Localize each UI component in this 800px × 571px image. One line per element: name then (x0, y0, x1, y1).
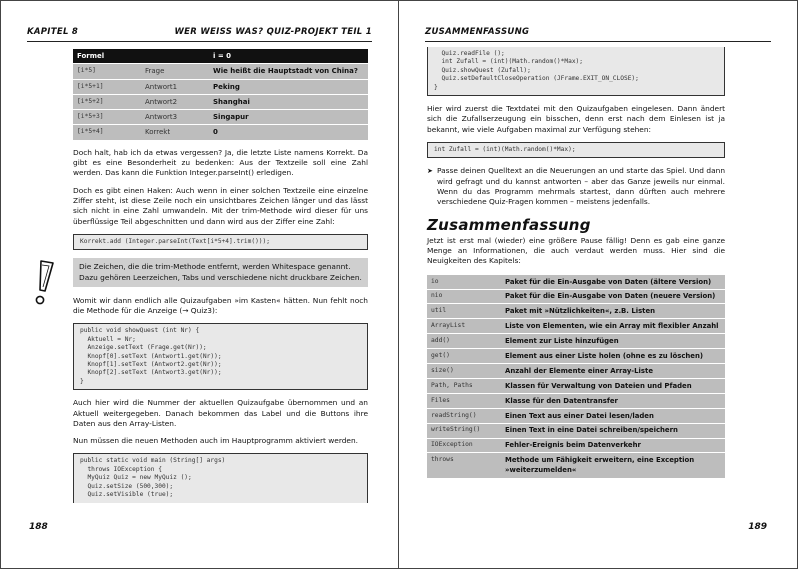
table-row (427, 349, 725, 364)
term-cell: util (427, 304, 501, 319)
exclamation-icon (31, 259, 57, 307)
note-box: Die Zeichen, die die trim-Methode entfernt, werden Whitespace genannt. Dazu gehören Leerzeichen, Tabs und verschiedene nicht druckbare Zeichen. (73, 258, 368, 287)
paragraph: Doch halt, hab ich da etwas vergessen? Ja, die letzte Liste namens Korrekt. Da gibt es eine Besonderheit zu bedenken: Aus der Textzeile soll eine Zahl werden. Das kann die Funktion Integer.parseInt() erledigen. (73, 147, 368, 178)
table-cell: Korrekt (141, 125, 209, 140)
code-block: public void showQuest (int Nr) { Aktuell = Nr; Anzeige.setText (Frage.get(Nr)); Knopf[0].setText (Antwort1.get(Nr)); Knopf[1].setText (Antwort2.get(Nr)); Knopf[2].setText (Antwort3.get(Nr)); } (73, 323, 368, 390)
table-cell: Wie heißt die Hauptstadt von China? (209, 64, 368, 79)
table-row (427, 423, 725, 438)
code-block: Quiz.readFile (); int Zufall = (int)(Math.random()*Max); Quiz.showQuest (Zufall); Quiz.setDefaultCloseOperation (JFrame.EXIT_ON_CLOSE); } (427, 47, 725, 96)
table-row (427, 319, 725, 334)
arrow-icon: ➤ (427, 167, 433, 176)
definition-cell: Liste von Elementen, wie ein Array mit flexibler Anzahl (501, 319, 725, 334)
table-cell: [i*5+1] (73, 79, 141, 94)
table-cell: Antwort3 (141, 110, 209, 125)
term-cell: writeString() (427, 423, 501, 438)
table-cell: [i*5+2] (73, 94, 141, 109)
definition-cell: Element aus einer Liste holen (ohne es zu löschen) (501, 349, 725, 364)
definition-cell: Einen Text aus einer Datei lesen/laden (501, 408, 725, 423)
table-row (73, 79, 368, 94)
table-cell: Antwort1 (141, 79, 209, 94)
definition-cell: Paket mit »Nützlichkeiten«, z.B. Listen (501, 304, 725, 319)
table-row (427, 304, 725, 319)
table-row (427, 393, 725, 408)
table-row (73, 64, 368, 79)
term-cell: readString() (427, 408, 501, 423)
table-row (427, 453, 725, 478)
paragraph: Auch hier wird die Nummer der aktuellen Quizaufgabe übernommen und an Aktuell weitergegeben. Danach bekommen das Label und die Buttons ihre Daten aus den Array-Listen. (73, 398, 368, 428)
section-label: ZUSAMMENFASSUNG (425, 27, 530, 37)
paragraph: Hier wird zuerst die Textdatei mit den Quizaufgaben eingelesen. Dann ändert sich die Zufallserzeugung ein bisschen, denn erst nach dem Einlesen ist ja bekannt, wie viele Aufgaben maximal zur Verfügung stehen: (427, 104, 725, 134)
definition-cell: Paket für die Ein-Ausgabe von Daten (ältere Version) (501, 274, 725, 289)
table-row (427, 378, 725, 393)
definition-cell: Methode um Fähigkeit erweitern, eine Exception »weiterzumelden« (501, 453, 725, 478)
term-cell: size() (427, 364, 501, 379)
bullet-text: Passe deinen Quelltext an die Neuerungen an und starte das Spiel. Und dann wird gefragt und du kannst antworten – aber das Ganze jeweils nur einmal. Wenn du das Programm mehrmals startest, dann dürften auch mehrere verschiedene Quiz-Fragen kommen – meistens jedenfalls. (437, 166, 725, 207)
table-header-cell: i = 0 (209, 49, 368, 64)
left-page (0, 0, 399, 569)
term-cell: throws (427, 453, 501, 478)
definition-cell: Fehler-Ereignis beim Datenverkehr (501, 438, 725, 453)
table-row (73, 110, 368, 125)
term-cell: io (427, 274, 501, 289)
right-page (399, 0, 798, 569)
table-cell: [i*5+3] (73, 110, 141, 125)
paragraph: Jetzt ist erst mal (wieder) eine größere Pause fällig! Denn es gab eine ganze Menge an Informationen, die auch verdaut werden muss. Hier sind die Neuigkeiten des Kapitels: (427, 235, 725, 266)
term-cell: Files (427, 393, 501, 408)
table-cell: [i*5] (73, 64, 141, 79)
left-page-content (73, 49, 368, 503)
paragraph: Doch es gibt einen Haken: Auch wenn in einer solchen Textzeile eine einzelne Ziffer steht, ist diese Zeile noch ein unsichtbares Zeichen länger und das lässt sich nicht in eine Zahl umwandeln. Mit der trim-Methode wird dieser für uns überflüssige Teil abgeschnitten und dann wird aus der Ziffer eine Zahl: (73, 185, 368, 226)
definition-cell: Anzahl der Elemente einer Array-Liste (501, 364, 725, 379)
term-cell: add() (427, 334, 501, 349)
definition-cell: Klassen für Verwaltung von Dateien und Pfaden (501, 378, 725, 393)
section-heading: Zusammenfassung (427, 215, 591, 234)
paragraph: Womit wir dann endlich alle Quizaufgaben »im Kasten« hätten. Nun fehlt noch die Methode für die Anzeige (→ Quiz3): (73, 295, 368, 316)
table-row (427, 438, 725, 453)
left-running-header (27, 27, 372, 42)
quiz-index-table (73, 49, 368, 140)
table-row (427, 408, 725, 423)
table-cell: Frage (141, 64, 209, 79)
term-cell: Path, Paths (427, 378, 501, 393)
definition-cell: Element zur Liste hinzufügen (501, 334, 725, 349)
page-number: 189 (748, 522, 767, 532)
definition-cell: Einen Text in eine Datei schreiben/speichern (501, 423, 725, 438)
code-block: public static void main (String[] args) throws IOException { MyQuiz Quiz = new MyQuiz (); Quiz.setSize (500,300); Quiz.setVisible (true); (73, 453, 368, 502)
instruction-bullet (427, 166, 725, 207)
right-page-content (427, 47, 725, 478)
table-row (427, 289, 725, 304)
code-block: Korrekt.add (Integer.parseInt(Text[i*5+4].trim())); (73, 234, 368, 250)
code-block: int Zufall = (int)(Math.random()*Max); (427, 142, 725, 158)
summary-table (427, 274, 725, 478)
table-row (427, 274, 725, 289)
definition-cell: Paket für die Ein-Ausgabe von Daten (neuere Version) (501, 289, 725, 304)
table-row (427, 334, 725, 349)
term-cell: ArrayList (427, 319, 501, 334)
term-cell: get() (427, 349, 501, 364)
definition-cell: Klasse für den Datentransfer (501, 393, 725, 408)
table-cell: [i*5+4] (73, 125, 141, 140)
page-number: 188 (29, 522, 48, 532)
table-row (73, 94, 368, 109)
table-header-row (73, 49, 368, 64)
chapter-label: KAPITEL 8 (27, 27, 79, 37)
table-cell: Peking (209, 79, 368, 94)
table-header-cell: Formel (73, 49, 141, 64)
right-running-header (425, 27, 771, 42)
table-cell: Shanghai (209, 94, 368, 109)
paragraph: Nun müssen die neuen Methoden auch im Hauptprogramm aktiviert werden. (73, 436, 359, 446)
chapter-title: WER WEISS WAS? QUIZ-PROJEKT TEIL 1 (174, 27, 372, 37)
table-row (73, 125, 368, 140)
table-cell: Singapur (209, 110, 368, 125)
table-cell: Antwort2 (141, 94, 209, 109)
term-cell: IOException (427, 438, 501, 453)
table-row (427, 364, 725, 379)
term-cell: nio (427, 289, 501, 304)
table-cell: 0 (209, 125, 368, 140)
table-header-cell (141, 49, 209, 64)
